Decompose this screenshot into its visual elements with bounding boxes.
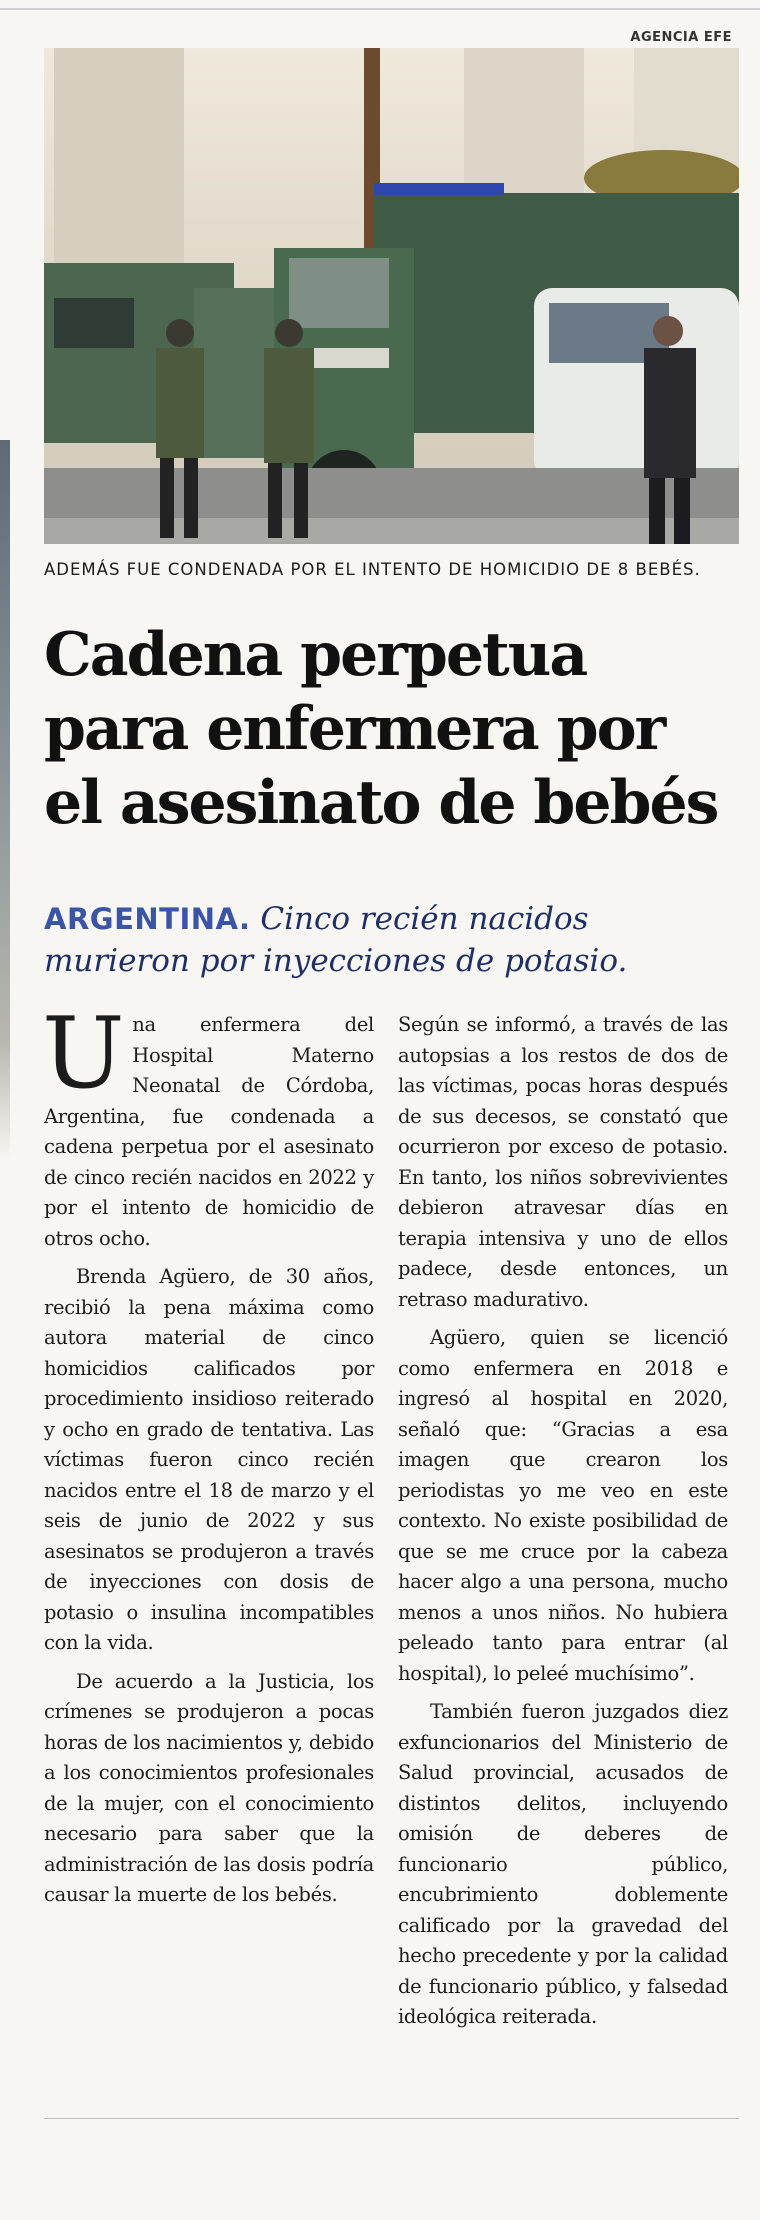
adjacent-article-image-edge [0,440,10,2220]
drop-cap: U [42,997,125,1111]
headline-line-1: Cadena perpetua [44,620,587,690]
subhead-deck: Cinco recién nacidos murieron por inyecciones de potasio. [44,901,628,979]
body-paragraph-3: De acuerdo a la Justicia, los crímenes se produjeron a pocas horas de los nacimientos y, debido a los conocimientos profesionales de la mujer, con el conocimiento necesario para saber que la administración de las dosis podría causar la muerte de los bebés. [44,1669,374,1906]
body-paragraph-2: Brenda Agüero, de 30 años, recibió la pena máxima como autora material de cinco homicidios calificados por procedimiento insidioso reiterado y ocho en grado de tentativa. Las víctimas fueron cinco recién nacidos entre el 18 de marzo y el seis de junio de 2022 y sus asesinatos se produjeron a través de inyecciones con dosis de potasio o insulina incompatibles con la vida. [44,1265,374,1654]
body-paragraph-5: Agüero, quien se licenció como enfermera en 2018 e ingresó al hospital en 2020, señaló que: “Gracias a esa imagen que crearon los periodistas yo me veo en este contexto. No existe posibilidad de que se me cruce por la cabeza hacer algo a una persona, mucho menos a unos niños. No hubiera peleado tanto para entrar (al hospital), lo peleé muchísimo”. [398,1326,728,1685]
article-column-left [42,997,374,1919]
article-column-right [398,1010,728,2041]
body-paragraph-1 [42,997,374,1254]
subheadline [44,898,744,982]
photo-credit: AGENCIA EFE [630,30,732,45]
photo-caption: ADEMÁS FUE CONDENADA POR EL INTENTO DE HOMICIDIO DE 8 BEBÉS. [44,560,701,579]
headline-line-3: el asesinato de bebés [44,768,718,838]
headline [44,618,749,840]
body-paragraph-6: También fueron juzgados diez exfuncionarios del Ministerio de Salud provincial, acusados de distintos delitos, incluyendo omisión de deberes de funcionario público, encubrimiento doblemente calificado por la gravedad del hecho precedente y por la calidad de funcionario público, y falsedad ideológica reiterada. [398,1700,728,2028]
news-photo [44,48,739,544]
photo-illustration [44,48,739,544]
headline-line-2: para enfermera por [44,694,665,764]
body-paragraph-1-text: na enfermera del Hospital Materno Neonatal de Córdoba, Argentina, fue condenada a cadena perpetua por el asesinato de cinco recién nacidos en 2022 y por el intento de homicidio de otros ocho. [44,1013,374,1250]
bottom-rule [44,2118,739,2119]
top-rule [0,8,760,10]
body-paragraph-4: Según se informó, a través de las autopsias a los restos de dos de las víctimas, pocas horas después de sus decesos, se constató que ocurrieron por exceso de potasio. En tanto, los niños sobrevivientes debieron atravesar días en terapia intensiva y uno de ellos padece, desde entonces, un retraso madurativo. [398,1013,728,1311]
subhead-kicker: ARGENTINA. [44,902,251,936]
